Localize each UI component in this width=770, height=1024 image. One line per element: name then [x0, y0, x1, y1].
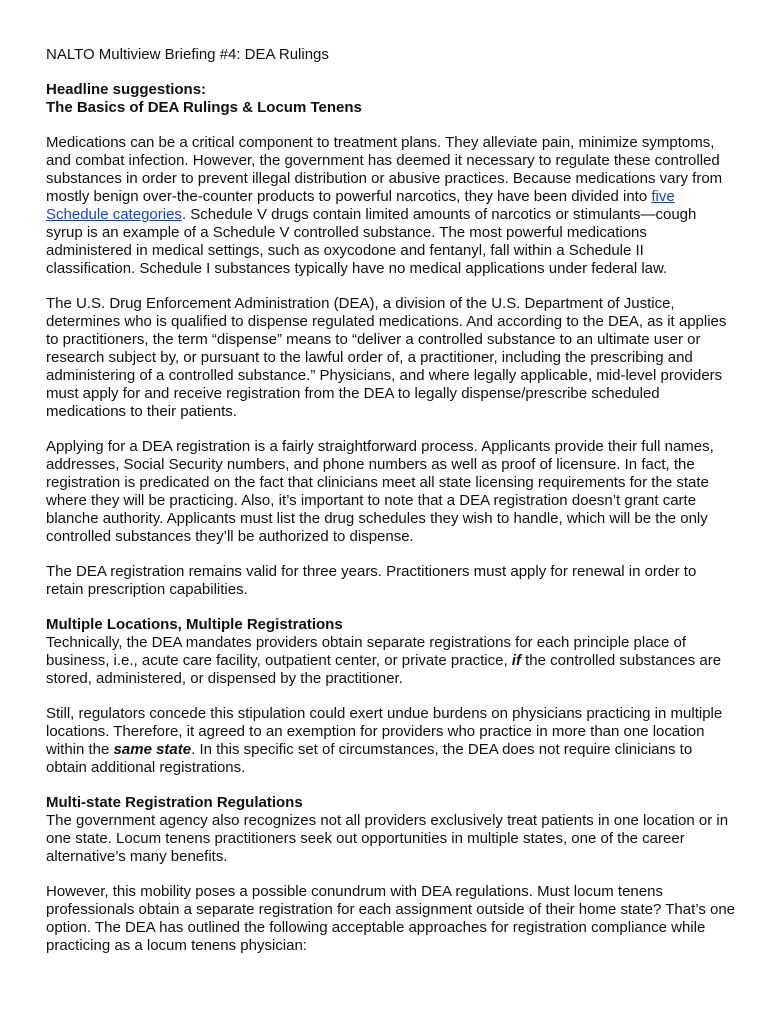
- schedule-categories-link[interactable]: five Schedule categories: [46, 188, 675, 223]
- paragraph-technically-a: Technically, the DEA mandates providers obtain separate registrations for each principle place of business, i.e., acute care facility, outpatient center, or private practice,: [46, 634, 687, 669]
- paragraph-renewal: The DEA registration remains valid for three years. Practitioners must apply for renewal in order to retain prescription capabilities.: [46, 563, 697, 598]
- section-heading-multiple-locations: Multiple Locations, Multiple Registrations: [46, 616, 343, 633]
- headline-text: The Basics of DEA Rulings & Locum Tenens: [46, 99, 362, 116]
- headline-suggestions: [46, 81, 736, 117]
- headline-label: Headline suggestions:: [46, 81, 207, 98]
- paragraph-exemption-a: Still, regulators concede this stipulation could exert undue burdens on physicians practicing in multiple locations. Therefore, it agreed to an exemption for providers who practice in more than one location within the: [46, 705, 723, 758]
- paragraph-dea: The U.S. Drug Enforcement Administration (DEA), a division of the U.S. Department of Justice, determines who is qualified to dispense regulated medications. And according to the DEA, as it applies to practitioners, the term “dispense” means to “deliver a controlled substance to an ultimate user or research subject by, or pursuant to the lawful order of, a practitioner, including the prescribing and administering of a controlled substance.” Physicians, and where legally applicable, mid-level providers must apply for and receive registration from the DEA to legally dispense/prescribe scheduled medications to their patients.: [46, 295, 727, 420]
- paragraph-medications: [46, 134, 736, 278]
- document-page: [46, 46, 736, 972]
- paragraph-exemption-b: . In this specific set of circumstances, the DEA does not require clinicians to obtain additional registrations.: [46, 741, 693, 776]
- document-title: NALTO Multiview Briefing #4: DEA Rulings: [46, 46, 329, 63]
- paragraph-agency: The government agency also recognizes not all providers exclusively treat patients in one location or in one state. Locum tenens practitioners seek out opportunities in multiple states, one of the career alternative’s many benefits.: [46, 812, 729, 865]
- paragraph-medications-text-a: Medications can be a critical component to treatment plans. They alleviate pain, minimize symptoms, and combat infection. However, the government has deemed it necessary to regulate these controlled substances in order to prevent illegal distribution or abusive practices. Because medications vary from mostly benign over-the-counter products to powerful narcotics, they have been divided into: [46, 134, 723, 205]
- emphasis-same-state: same state: [113, 741, 192, 758]
- section-multiple-locations: [46, 616, 736, 688]
- emphasis-if: if: [511, 652, 521, 669]
- section-heading-multi-state: Multi-state Registration Regulations: [46, 794, 303, 811]
- section-multi-state: [46, 794, 736, 866]
- paragraph-medications-text-b: . Schedule V drugs contain limited amounts of narcotics or stimulants—cough syrup is an example of a Schedule V controlled substance. The most powerful medications administered in medical settings, such as oxycodone and fentanyl, fall within a Schedule II classification. Schedule I substances typically have no medical applications under federal law.: [46, 206, 697, 277]
- paragraph-applying: Applying for a DEA registration is a fairly straightforward process. Applicants provide their full names, addresses, Social Security numbers, and phone numbers as well as proof of licensure. In fact, the registration is predicated on the fact that clinicians meet all state licensing requirements for the state where they will be practicing. Also, it’s important to note that a DEA registration doesn’t grant carte blanche authority. Applicants must list the drug schedules they wish to handle, which will be the only controlled substances they’ll be authorized to dispense.: [46, 438, 714, 545]
- paragraph-mobility: However, this mobility poses a possible conundrum with DEA regulations. Must locum tenens professionals obtain a separate registration for each assignment outside of their home state? That’s one option. The DEA has outlined the following acceptable approaches for registration compliance while practicing as a locum tenens physician:: [46, 883, 736, 954]
- paragraph-exemption: [46, 705, 736, 777]
- paragraph-technically-b: the controlled substances are stored, administered, or dispensed by the practitioner.: [46, 652, 722, 687]
